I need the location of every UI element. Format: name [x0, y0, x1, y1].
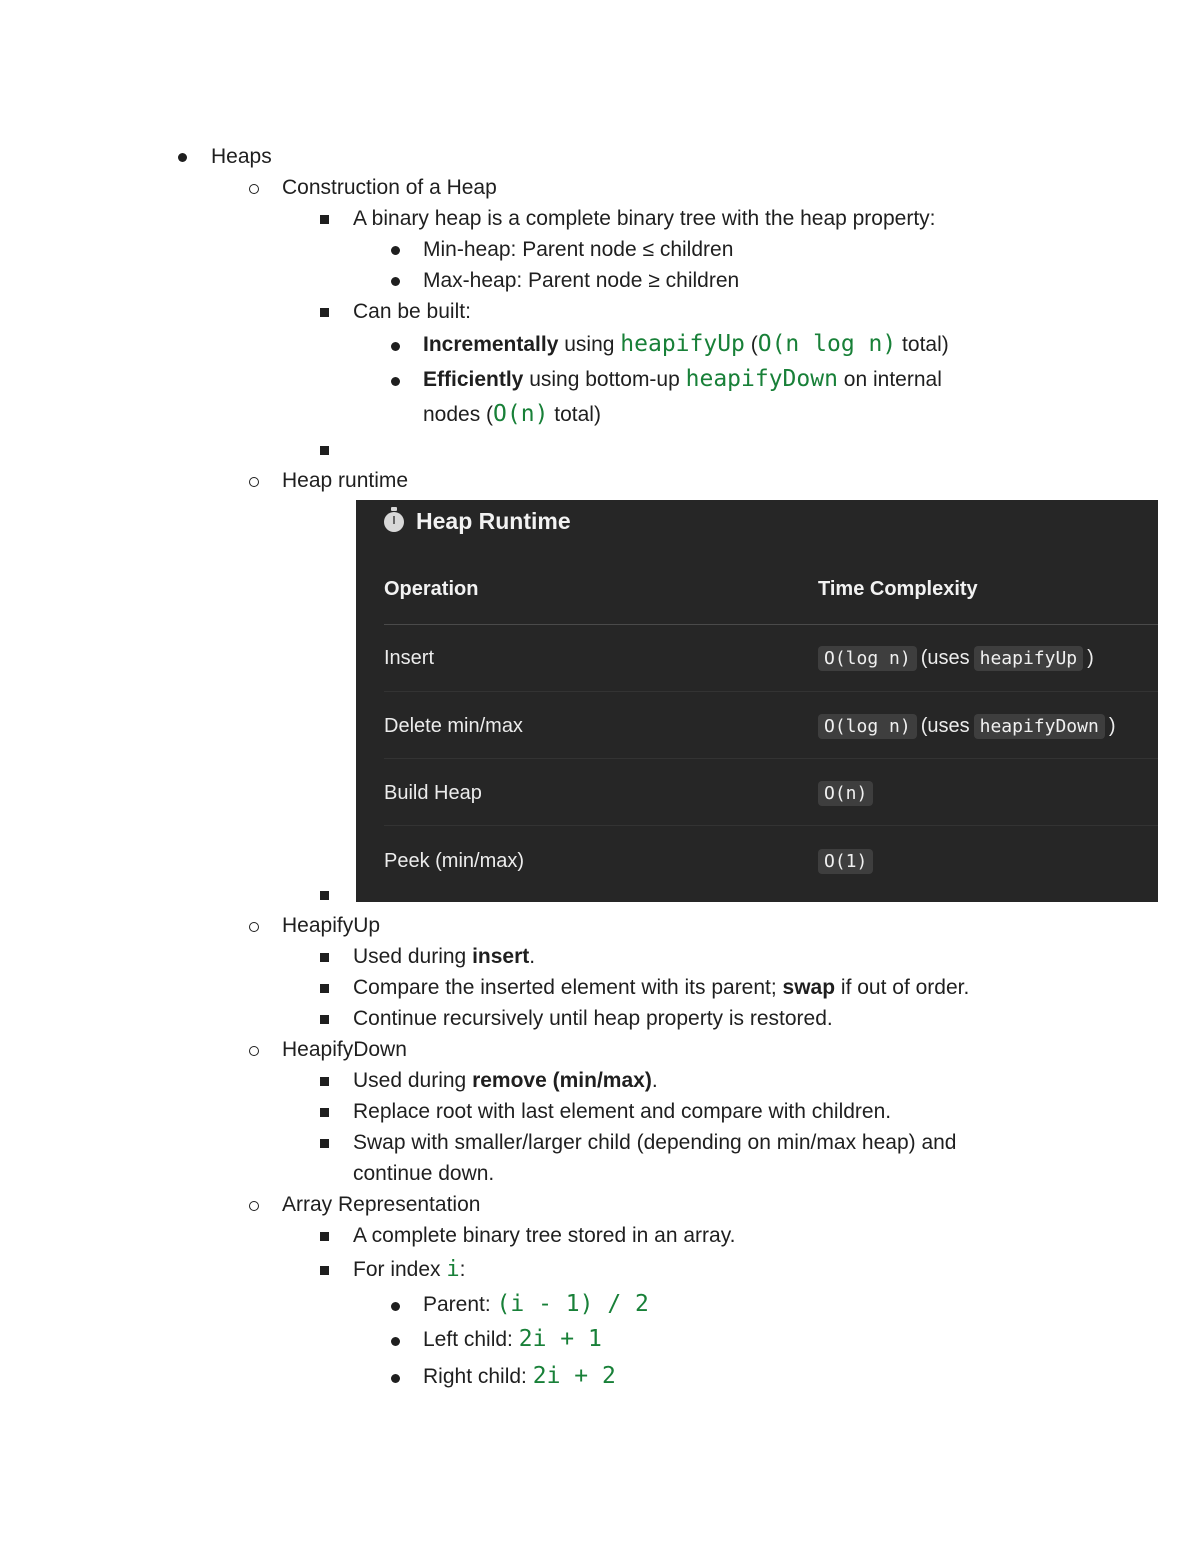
uses-label: (uses [920, 714, 970, 737]
bullet-square [320, 308, 329, 317]
incr-paren: ( [744, 333, 758, 356]
bullet-circle [249, 922, 259, 932]
bullet-square [320, 953, 329, 962]
text: Used during [353, 1069, 473, 1092]
card-title-text: Heap Runtime [416, 508, 571, 534]
text: . [529, 945, 536, 968]
incr-tail: total) [896, 333, 949, 356]
incrementally-line [423, 329, 949, 360]
bullet-square [320, 1232, 329, 1241]
bullet-disc [391, 277, 400, 286]
row-op: Build Heap [384, 781, 482, 804]
parent-formula [423, 1289, 649, 1320]
complexity-pill: O(log n) [818, 714, 917, 739]
index-code: i [446, 1257, 460, 1282]
text: if out of order. [835, 976, 970, 999]
row-divider [384, 825, 1158, 826]
bullet-disc [391, 377, 400, 386]
bullet-disc [178, 153, 187, 162]
bullet-square [320, 215, 329, 224]
incr-complexity-code: O(n log n) [757, 331, 897, 357]
row-complexity [818, 709, 1116, 743]
uses-code-pill: heapifyDown [974, 714, 1105, 739]
row-op: Insert [384, 646, 435, 669]
heapifyup-line-1 [353, 941, 535, 972]
row-complexity [818, 844, 877, 878]
array-rep-title: Array Representation [282, 1193, 481, 1216]
bullet-square [320, 984, 329, 993]
bullet-square [320, 1266, 329, 1275]
heapifyup-code: heapifyUp [620, 331, 745, 357]
stopwatch-icon [384, 512, 404, 532]
bullet-circle [249, 1046, 259, 1056]
text: : [459, 1258, 466, 1281]
text: . [651, 1069, 658, 1092]
uses-close: ) [1108, 714, 1116, 737]
card-title [384, 508, 571, 535]
incrementally-bold: Incrementally [423, 333, 559, 356]
text: Compare the inserted element with its parent; [353, 976, 783, 999]
construction-title: Construction of a Heap [282, 176, 497, 199]
max-heap-text: Max-heap: Parent node ≥ children [423, 269, 740, 292]
min-heap-text: Min-heap: Parent node ≤ children [423, 238, 734, 261]
eff-line2-b: total) [548, 403, 601, 426]
heapifydown-line-2: Replace root with last element and compare with children. [353, 1100, 892, 1123]
bullet-square-empty [320, 446, 329, 455]
can-be-built-text: Can be built: [353, 300, 471, 323]
row-op: Peek (min/max) [384, 849, 525, 872]
uses-close: ) [1087, 646, 1094, 669]
text: Used during [353, 945, 473, 968]
heapifyup-line-3: Continue recursively until heap property is restored. [353, 1007, 833, 1030]
uses-code-pill: heapifyUp [974, 646, 1084, 671]
eff-mid: using bottom-up [523, 368, 686, 391]
bullet-square [320, 1139, 329, 1148]
heap-runtime-title: Heap runtime [282, 469, 409, 492]
complexity-pill: O(1) [818, 849, 873, 874]
complexity-pill: O(n) [818, 781, 873, 806]
heading-heaps: Heaps [211, 145, 272, 168]
bullet-disc [391, 246, 400, 255]
row-complexity [818, 776, 877, 810]
bullet-square [320, 891, 329, 900]
bullet-square [320, 1077, 329, 1086]
left-child-formula [423, 1324, 602, 1355]
text: Left child: [423, 1328, 519, 1351]
heap-runtime-image [356, 500, 1158, 902]
eff-complexity-code: O(n) [493, 401, 549, 427]
right-child-formula [423, 1361, 616, 1392]
bullet-circle [249, 184, 259, 194]
left-child-code: 2i + 1 [518, 1326, 602, 1352]
bold-text: swap [782, 976, 836, 999]
row-divider [384, 691, 1158, 692]
heapifydown-code: heapifyDown [685, 366, 838, 392]
heapifyup-title: HeapifyUp [282, 914, 381, 937]
efficiently-bold: Efficiently [423, 368, 524, 391]
bullet-disc [391, 1337, 400, 1346]
eff-line2-a: nodes ( [423, 403, 494, 426]
construction-intro: A binary heap is a complete binary tree with the heap property: [353, 207, 936, 230]
bullet-disc [391, 1302, 400, 1311]
array-rep-line-2 [353, 1254, 465, 1285]
heapifyup-line-2 [353, 972, 969, 1003]
efficiently-line [423, 364, 942, 395]
bullet-circle [249, 1201, 259, 1211]
text: Parent: [423, 1293, 497, 1316]
eff-tail: on internal [837, 368, 942, 391]
bold-text: insert [472, 945, 530, 968]
right-child-code: 2i + 2 [532, 1363, 616, 1389]
heapifydown-line-3-cont: continue down. [353, 1162, 495, 1185]
heapifydown-line-3: Swap with smaller/larger child (depending on min/max heap) and [353, 1131, 957, 1154]
bold-text: remove (min/max) [472, 1069, 652, 1092]
row-divider [384, 758, 1158, 759]
row-op: Delete min/max [384, 714, 523, 737]
text: Right child: [423, 1365, 533, 1388]
row-complexity [818, 641, 1094, 675]
header-divider [384, 624, 1158, 625]
bullet-square [320, 1015, 329, 1024]
bullet-disc [391, 342, 400, 351]
bullet-square [320, 1108, 329, 1117]
parent-code: (i - 1) / 2 [496, 1291, 649, 1317]
col-operation: Operation [384, 578, 479, 600]
col-time-complexity: Time Complexity [818, 578, 978, 600]
array-rep-line-1: A complete binary tree stored in an array. [353, 1224, 736, 1247]
uses-label: (uses [920, 646, 970, 669]
bullet-disc [391, 1374, 400, 1383]
bullet-circle [249, 477, 259, 487]
text: For index [353, 1258, 447, 1281]
complexity-pill: O(log n) [818, 646, 917, 671]
heapifydown-title: HeapifyDown [282, 1038, 407, 1061]
incr-mid: using [558, 333, 621, 356]
heapifydown-line-1 [353, 1065, 658, 1096]
efficiently-line-2 [423, 399, 601, 430]
